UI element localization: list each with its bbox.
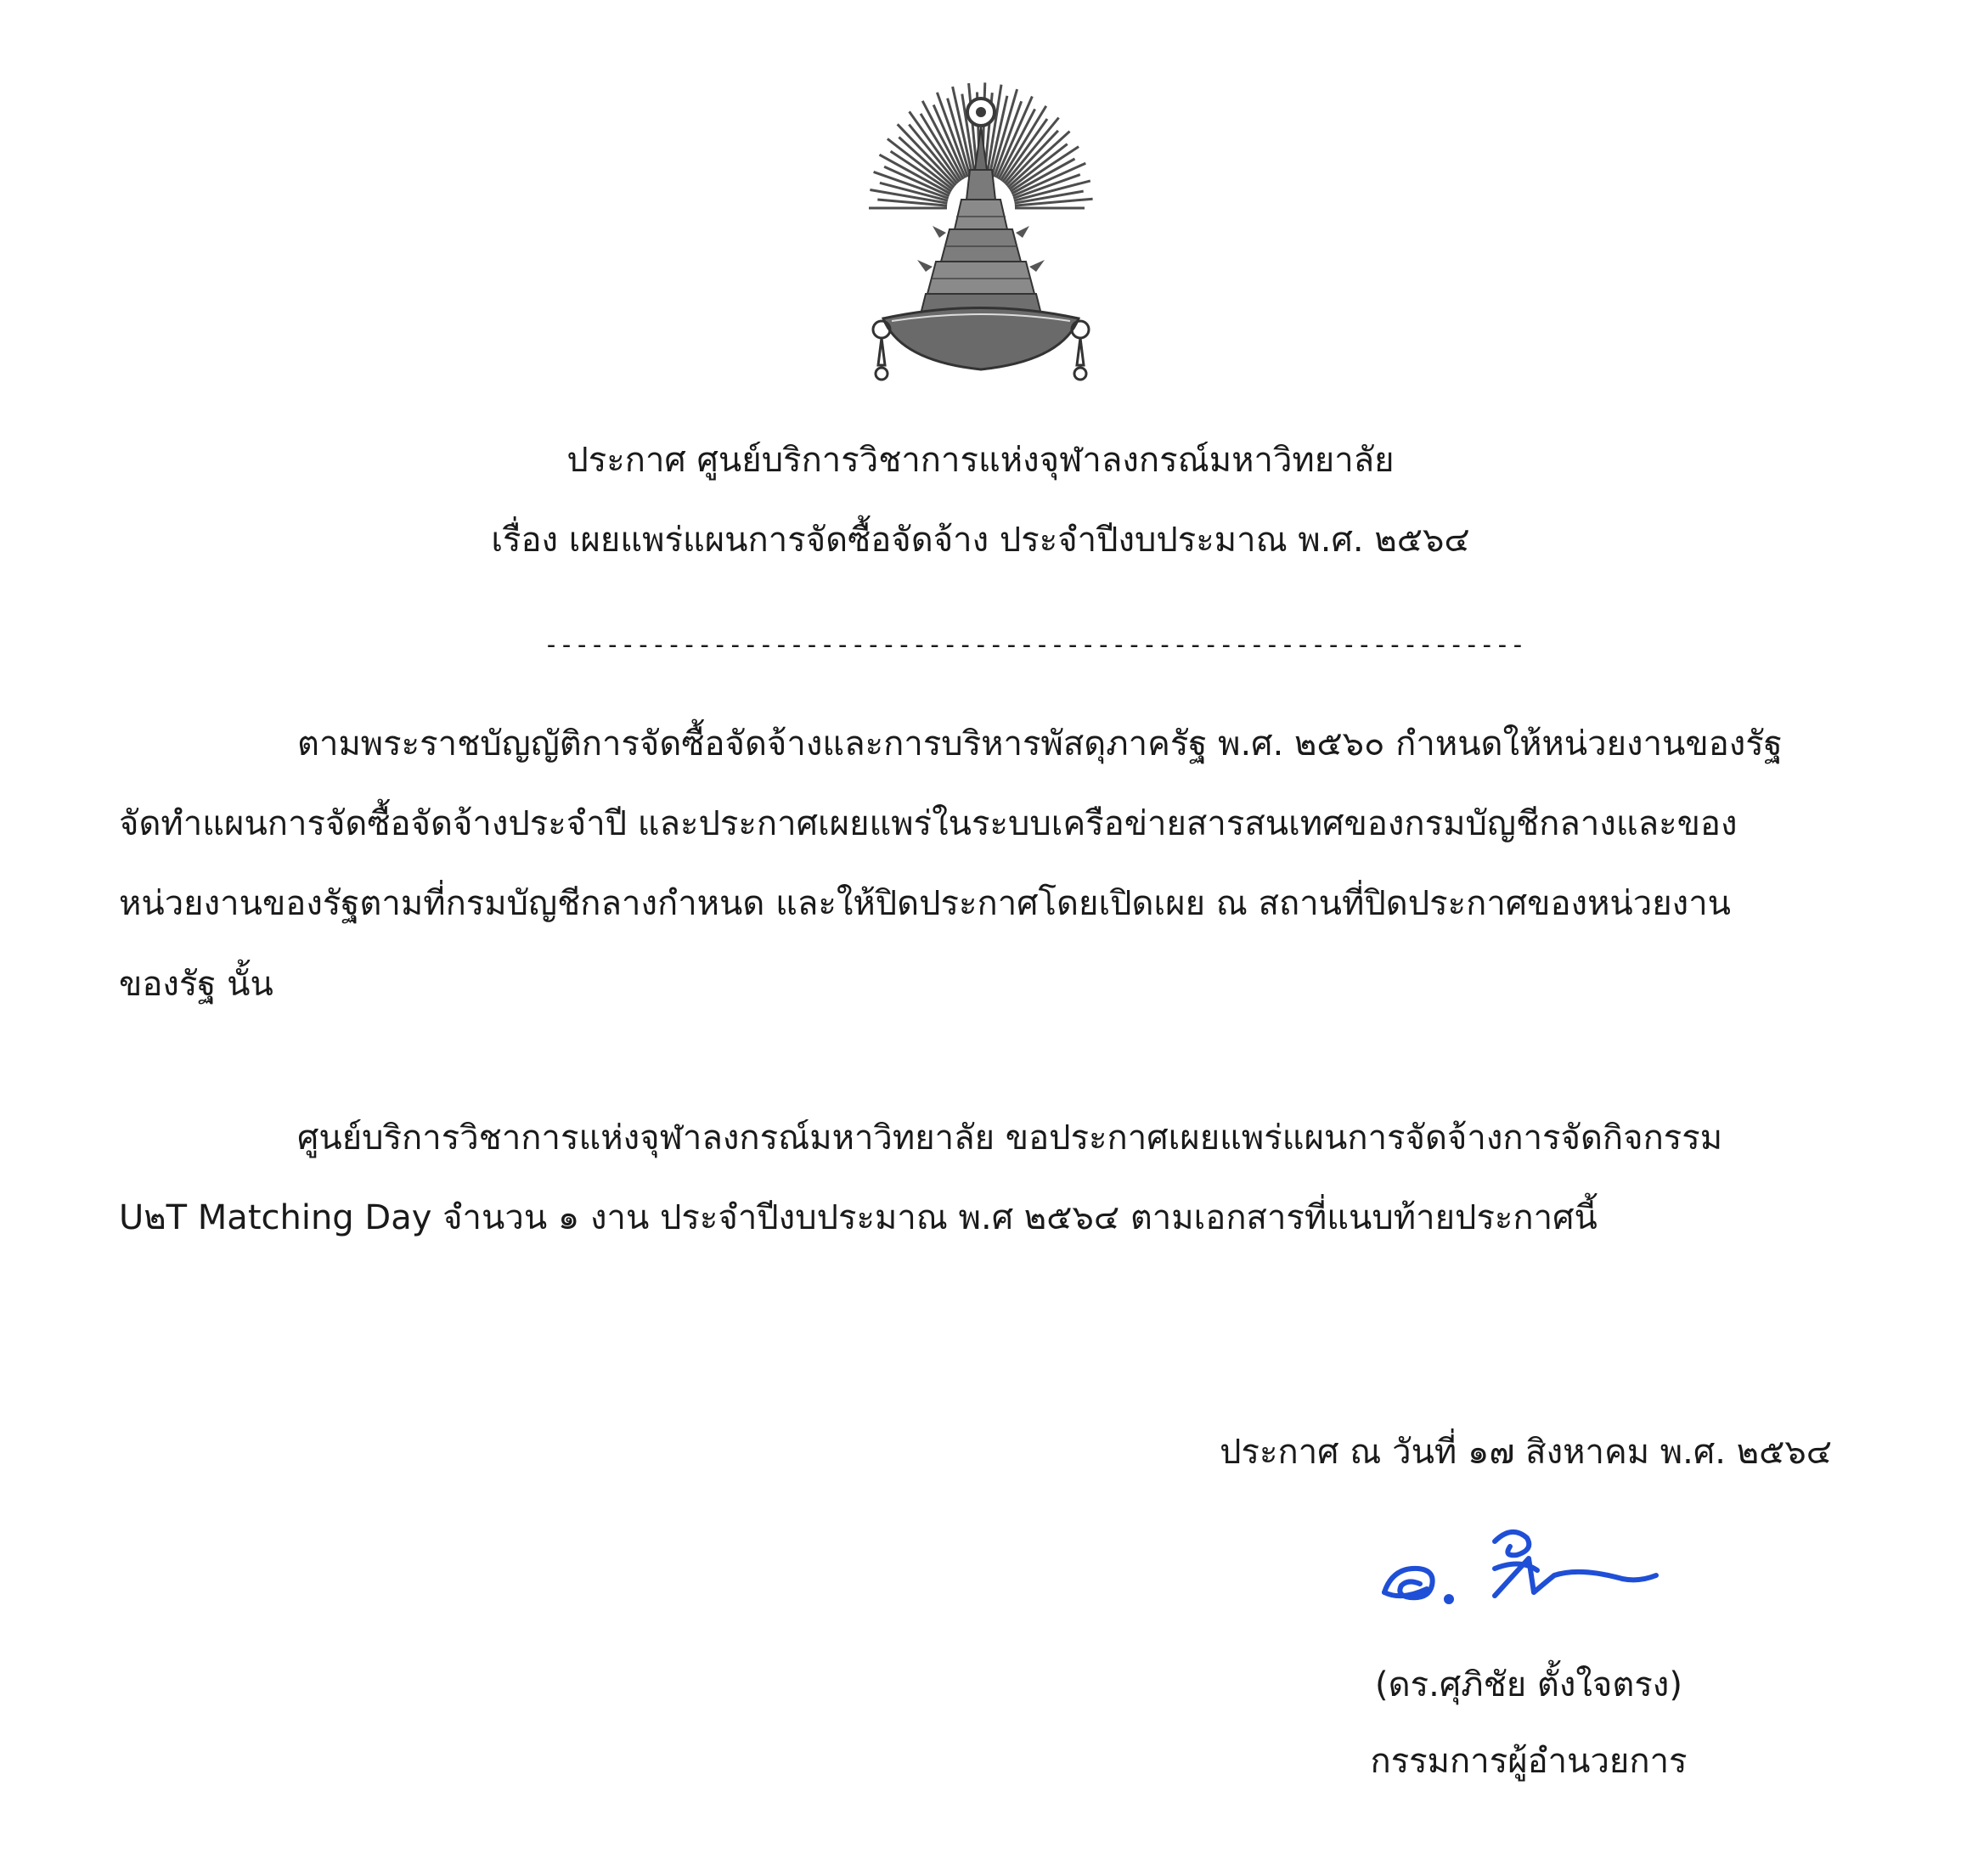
signature-icon [1367, 1507, 1673, 1626]
dashed-divider: ---------------------------------------------------------------- [544, 630, 1525, 660]
paragraph-1-line-1: ตามพระราชบัญญัติการจัดซื้อจัดจ้างและการบริหารพัสดุภาครัฐ พ.ศ. ๒๕๖๐ กำหนดให้หน่วยงานของรัฐ [297, 724, 1783, 763]
paragraph-2-line-2: U๒T Matching Day จำนวน ๑ งาน ประจำปีงบประมาณ พ.ศ ๒๕๖๔ ตามเอกสารที่แนบท้ายประกาศนี้ [119, 1198, 1598, 1237]
paragraph-1-line-2: จัดทำแผนการจัดซื้อจัดจ้างประจำปี และประกาศเผยแพร่ในระบบเครือข่ายสารสนเทศของกรมบัญชีกลางและของ [119, 804, 1738, 843]
announcement-subject: เรื่อง เผยแพร่แผนการจัดซื้อจัดจ้าง ประจำปีงบประมาณ พ.ศ. ๒๕๖๔ [491, 521, 1470, 560]
announcement-title: ประกาศ ศูนย์บริการวิชาการแห่งจุฬาลงกรณ์มหาวิทยาลัย [566, 441, 1395, 480]
paragraph-1-line-4: ของรัฐ นั้น [119, 965, 273, 1004]
paragraph-2-line-1: ศูนย์บริการวิชาการแห่งจุฬาลงกรณ์มหาวิทยาลัย ขอประกาศเผยแพร่แผนการจัดจ้างการจัดกิจกรรม [297, 1118, 1723, 1158]
announcement-date: ประกาศ ณ วันที่ ๑๗ สิงหาคม พ.ศ. ๒๕๖๔ [1220, 1433, 1832, 1472]
university-emblem-icon [866, 59, 1096, 399]
paragraph-1-line-3: หน่วยงานของรัฐตามที่กรมบัญชีกลางกำหนด และให้ปิดประกาศโดยเปิดเผย ณ สถานที่ปิดประกาศของหน่วยงาน [119, 884, 1732, 923]
signer-name: (ดร.ศุภิชัย ตั้งใจตรง) [1375, 1665, 1682, 1704]
signer-position: กรรมการผู้อำนวยการ [1370, 1742, 1688, 1781]
